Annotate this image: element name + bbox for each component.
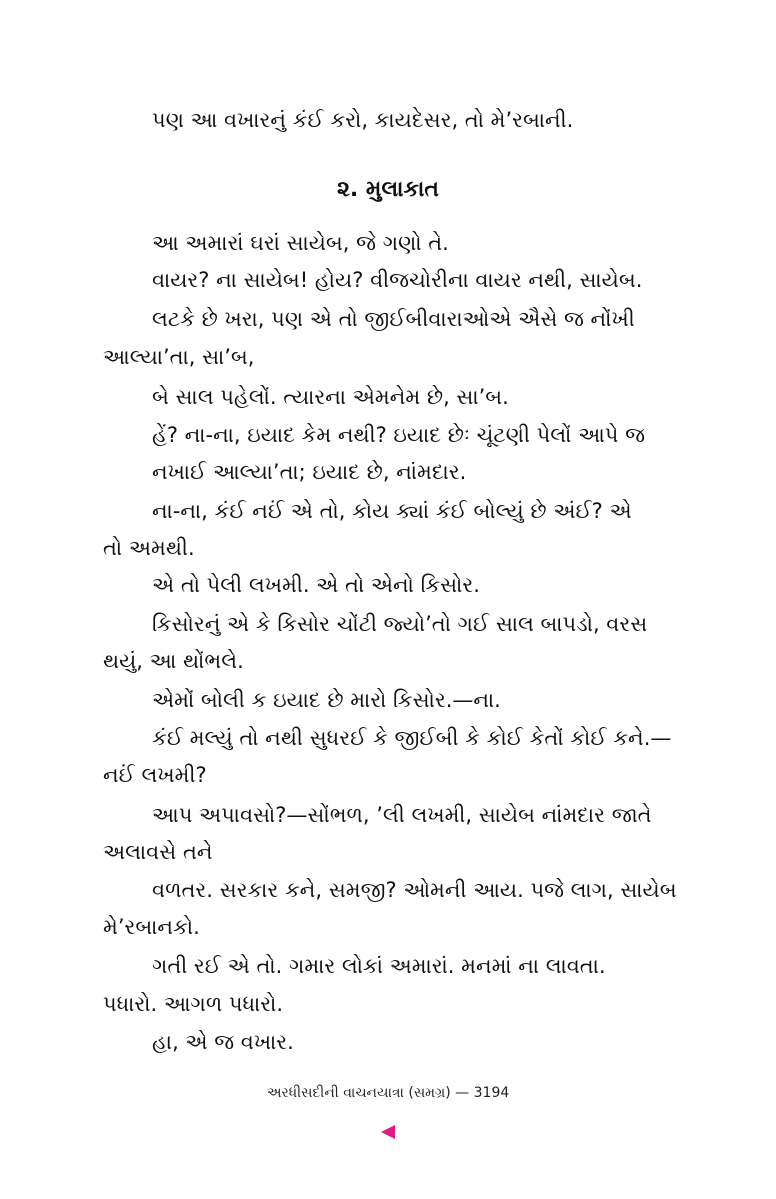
paragraph-line: પધારો. આગળ પધારો.	[103, 992, 284, 1016]
paragraph-line: ગતી રઈ એ તો. ગમાર લોકાં અમારાં. મનમાં ના લાવતા.	[152, 954, 606, 978]
paragraph-line: અલાવસે તને	[103, 840, 213, 864]
paragraph-line: થયું, આ થોંભલે.	[103, 649, 244, 673]
paragraph-line: આ અમારાં ઘરાં સાયેબ, જે ગણો તે.	[152, 231, 449, 255]
page-footer: અરધીસદીની વાચનયાત્રા (સમગ્ર) — 3194	[266, 1085, 510, 1101]
paragraph-line: બે સાલ પહેલોં. ત્યારના એમનેમ છે, સા’બ.	[152, 385, 509, 409]
paragraph-line: હા, એ જ વખાર.	[152, 1030, 294, 1054]
paragraph-line: આલ્યા’તા, સા’બ,	[103, 345, 255, 369]
paragraph-line: આપ અપાવસો?—સોંભળ, ’લી લખમી, સાયેબ નાંમદાર જાતે	[152, 803, 652, 827]
paragraph-line: નખાઈ આલ્યા’તા; ઇયાદ છે, નાંમદાર.	[152, 460, 467, 484]
paragraph-line: તો અમથી.	[103, 536, 195, 560]
paragraph-line: લટકે છે ખરા, પણ એ તો જીઈબીવારાઓએ ઐસે જ નોંખી	[152, 307, 635, 331]
paragraph-line: હેં? ના-ના, ઇયાદ કેમ નથી? ઇયાદ છેઃ ચૂંટણી પેલોં આપે જ	[152, 423, 645, 447]
paragraph-line: એમોં બોલી ક ઇયાદ છે મારો કિસોર.—ના.	[152, 688, 501, 712]
paragraph-line: વળતર. સરકાર કને, સમજી? ઓમની આય. પજે લાગ, સાયેબ	[152, 878, 677, 902]
paragraph-line: પણ આ વખારનું કંઈ કરો, કાયદેસર, તો મે’રબાની.	[152, 108, 574, 132]
section-heading: ૨. મુલાકાત	[337, 177, 439, 202]
paragraph-line: ના-ના, કંઈ નઈં એ તો, કોય ક્યાં કંઈ બોલ્યું છે અંઈ? એ	[152, 499, 632, 523]
paragraph-line: કંઈ મલ્યું તો નથી સુધરઈ કે જીઈબી કે કોઈ કેતોં કોઈ કને.—	[152, 726, 672, 750]
paragraph-line: એ તો પેલી લખમી. એ તો એનો કિસોર.	[152, 573, 480, 597]
paragraph-line: નઈં લખમી?	[103, 763, 207, 787]
paragraph-line: કિસોરનું એ કે કિસોર ચોંટી જ્યો’તો ગઈ સાલ બાપડો, વરસ	[152, 612, 648, 636]
paragraph-line: વાયર? ના સાયેબ! હોય? વીજચોરીના વાયર નથી, સાયેબ.	[152, 268, 643, 292]
prev-page-arrow-icon[interactable]	[381, 1125, 395, 1139]
paragraph-line: મે’રબાનકો.	[103, 915, 200, 939]
